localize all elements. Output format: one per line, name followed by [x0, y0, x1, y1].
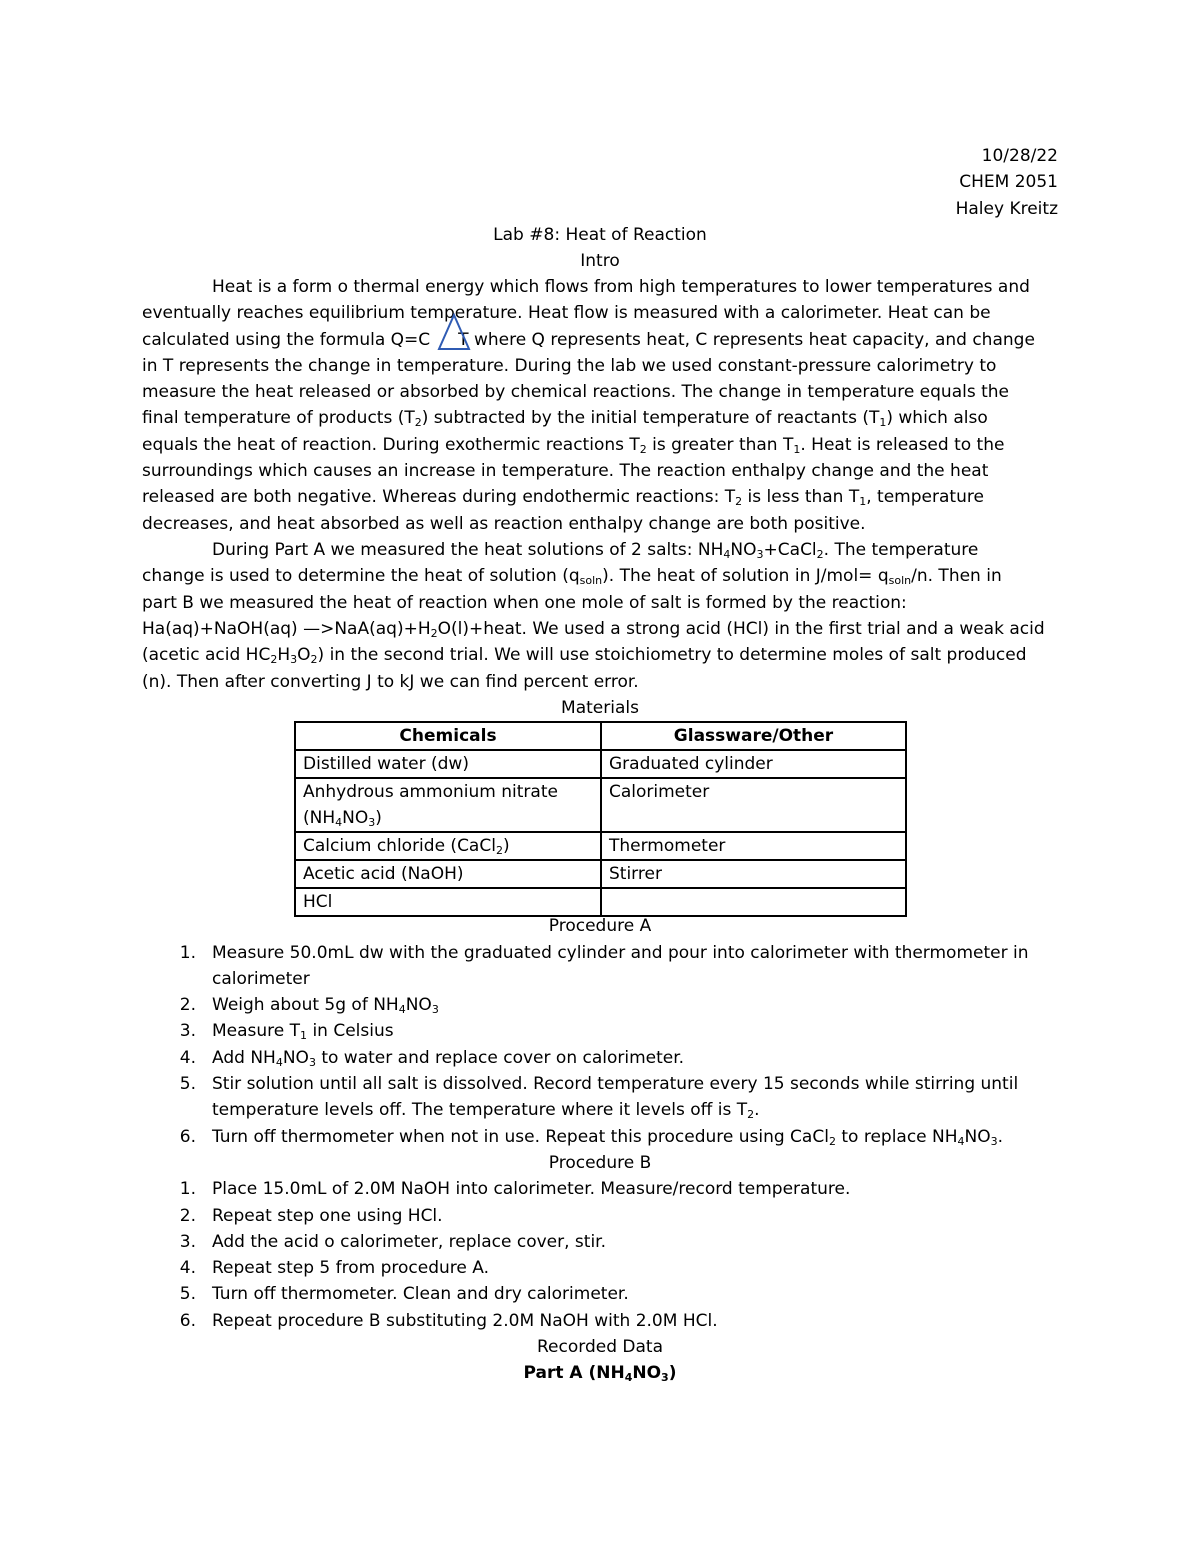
- subscript: 4: [957, 1135, 965, 1148]
- list-item: Repeat procedure B substituting 2.0M NaOH with 2.0M HCl.: [212, 1311, 718, 1331]
- cell-text: Anhydrous ammonium nitrate: [303, 782, 558, 802]
- list-number: 3.: [179, 1021, 196, 1041]
- heading-text: Part A (NH: [523, 1363, 625, 1383]
- delta-icon: [437, 313, 471, 351]
- intro-line: in T represents the change in temperature. During the lab we used constant-pressure calorimetry to: [142, 356, 997, 376]
- subscript: 2: [828, 1135, 836, 1148]
- intro-text: O(l)+heat. We used a strong acid (HCl) in the first trial and a weak acid: [437, 619, 1045, 639]
- table-cell: Thermometer: [601, 832, 906, 860]
- intro-text: ) which also: [886, 408, 988, 428]
- list-item-continued: [212, 1097, 760, 1123]
- item-text: Turn off thermometer when not in use. Repeat this procedure using CaCl: [212, 1127, 829, 1147]
- intro-line: eventually reaches equilibrium temperature. Heat flow is measured with a calorimeter. Heat can be: [142, 303, 991, 323]
- intro-text: . Heat is released to the: [800, 435, 1005, 455]
- list-item: Place 15.0mL of 2.0M NaOH into calorimeter. Measure/record temperature.: [212, 1179, 851, 1199]
- list-item: Measure 50.0mL dw with the graduated cylinder and pour into calorimeter with thermometer in: [212, 943, 1029, 963]
- list-number: 2.: [179, 995, 196, 1015]
- list-number: 1.: [179, 1179, 196, 1199]
- subscript: 1: [793, 443, 801, 456]
- intro-text: Ha(aq)+NaOH(aq) —>NaA(aq)+H: [142, 619, 431, 639]
- intro-text: H: [277, 645, 291, 665]
- subscript: 2: [414, 416, 422, 429]
- subscript: 2: [816, 548, 824, 561]
- intro-line: decreases, and heat absorbed as well as reaction enthalpy change are both positive.: [142, 514, 866, 534]
- subscript: 1: [300, 1029, 308, 1042]
- intro-text: ). The heat of solution in J/mol= q: [602, 566, 889, 586]
- intro-line: measure the heat released or absorbed by chemical reactions. The change in temperature equals the: [142, 382, 1009, 402]
- column-header-chemicals: Chemicals: [295, 722, 601, 750]
- list-item: [212, 1045, 684, 1071]
- subscript: soln: [888, 574, 912, 587]
- subscript: 3: [290, 653, 298, 666]
- column-header-glassware: Glassware/Other: [601, 722, 906, 750]
- author: Haley Kreitz: [955, 199, 1058, 219]
- subscript: 4: [335, 816, 343, 829]
- intro-text: change is used to determine the heat of solution (q: [142, 566, 580, 586]
- intro-text: During Part A we measured the heat solutions of 2 salts: NH: [212, 540, 724, 560]
- list-number: 6.: [179, 1311, 196, 1331]
- subscript: 1: [879, 416, 887, 429]
- list-number: 4.: [179, 1258, 196, 1278]
- intro-text: +CaCl: [763, 540, 817, 560]
- item-text: to replace NH: [835, 1127, 958, 1147]
- intro-line: (n). Then after converting J to kJ we can find percent error.: [142, 672, 639, 692]
- subscript: 3: [990, 1135, 998, 1148]
- intro-text: released are both negative. Whereas during endothermic reactions: T: [142, 487, 736, 507]
- cell-text: Calcium chloride (CaCl: [303, 836, 496, 856]
- intro-line: [142, 642, 1027, 668]
- intro-line: [142, 327, 1035, 353]
- intro-text: T where Q represents heat, C represents heat capacity, and change: [458, 330, 1035, 350]
- subscript: 3: [308, 1056, 316, 1069]
- intro-text: O: [297, 645, 311, 665]
- list-number: 3.: [179, 1232, 196, 1252]
- lab-title: Lab #8: Heat of Reaction: [493, 225, 707, 245]
- subscript: 3: [431, 1003, 439, 1016]
- course: CHEM 2051: [959, 172, 1058, 192]
- item-text: in Celsius: [307, 1021, 394, 1041]
- list-item: Repeat step one using HCl.: [212, 1206, 443, 1226]
- materials-heading: Materials: [561, 698, 639, 718]
- intro-line: [142, 563, 1002, 589]
- list-number: 1.: [179, 943, 196, 963]
- heading-text: NO: [632, 1363, 662, 1383]
- procedure-a-heading: Procedure A: [548, 916, 652, 936]
- recorded-data-heading: Recorded Data: [537, 1337, 663, 1357]
- list-item: [212, 1018, 394, 1044]
- materials-table: [294, 721, 907, 917]
- intro-line: part B we measured the heat of reaction when one mole of salt is formed by the reaction:: [142, 593, 907, 613]
- part-a-heading: [0, 1360, 1200, 1386]
- intro-line: surroundings which causes an increase in temperature. The reaction enthalpy change and the heat: [142, 461, 989, 481]
- subscript: 2: [639, 443, 647, 456]
- list-item: [212, 992, 439, 1018]
- table-cell: [295, 832, 601, 860]
- intro-text: /n. Then in: [911, 566, 1002, 586]
- table-row: [295, 750, 906, 778]
- procedure-b-heading: Procedure B: [548, 1153, 652, 1173]
- table-cell: Graduated cylinder: [601, 750, 906, 778]
- list-item: Turn off thermometer. Clean and dry calorimeter.: [212, 1284, 629, 1304]
- list-item-continued: calorimeter: [212, 969, 310, 989]
- item-text: temperature levels off. The temperature where it levels off is T: [212, 1100, 748, 1120]
- subscript: 4: [398, 1003, 406, 1016]
- intro-line: [212, 537, 978, 563]
- item-text: NO: [282, 1048, 309, 1068]
- intro-text: calculated using the formula Q=C: [142, 330, 431, 350]
- list-number: 5.: [179, 1284, 196, 1304]
- intro-text: ) subtracted by the initial temperature of reactants (T: [421, 408, 880, 428]
- list-item: Stir solution until all salt is dissolved. Record temperature every 15 seconds while stirring until: [212, 1074, 1019, 1094]
- list-item: Repeat step 5 from procedure A.: [212, 1258, 489, 1278]
- list-number: 6.: [179, 1127, 196, 1147]
- intro-line: [142, 616, 1045, 642]
- intro-text: final temperature of products (T: [142, 408, 415, 428]
- list-number: 2.: [179, 1206, 196, 1226]
- subscript: 2: [495, 844, 503, 857]
- subscript: 3: [756, 548, 764, 561]
- table-cell: Distilled water (dw): [295, 750, 601, 778]
- item-text: Add NH: [212, 1048, 276, 1068]
- intro-line: [142, 405, 988, 431]
- subscript: 3: [368, 816, 376, 829]
- subscript: 2: [270, 653, 278, 666]
- table-row: [295, 860, 906, 888]
- item-text: Weigh about 5g of NH: [212, 995, 399, 1015]
- item-text: .: [754, 1100, 760, 1120]
- subscript: 2: [747, 1108, 755, 1121]
- subscript: 1: [859, 495, 867, 508]
- intro-text: is less than T: [742, 487, 860, 507]
- cell-text: (NH: [303, 808, 336, 828]
- cell-text: ): [375, 808, 382, 828]
- table-cell: Acetic acid (NaOH): [295, 860, 601, 888]
- intro-heading: Intro: [580, 251, 620, 271]
- intro-text: . The temperature: [823, 540, 979, 560]
- cell-text: ): [502, 836, 510, 856]
- date: 10/28/22: [981, 146, 1058, 166]
- subscript: 4: [275, 1056, 283, 1069]
- list-item: [212, 1124, 1003, 1150]
- table-row: [295, 778, 906, 832]
- subscript: 4: [723, 548, 731, 561]
- intro-text: (acetic acid HC: [142, 645, 271, 665]
- intro-line: [142, 432, 1004, 458]
- intro-text: is greater than T: [646, 435, 794, 455]
- intro-text: , temperature: [866, 487, 984, 507]
- table-cell: [295, 778, 601, 832]
- table-row: [295, 888, 906, 916]
- subscript: 2: [310, 653, 318, 666]
- item-text: NO: [964, 1127, 991, 1147]
- item-text: NO: [405, 995, 432, 1015]
- subscript: 3: [661, 1371, 669, 1384]
- intro-line: Heat is a form o thermal energy which flows from high temperatures to lower temperatures and: [212, 277, 1030, 297]
- table-cell: [601, 888, 906, 916]
- subscript: soln: [579, 574, 603, 587]
- table-row: [295, 832, 906, 860]
- subscript: 4: [624, 1371, 633, 1384]
- table-cell: HCl: [295, 888, 601, 916]
- item-text: Measure T: [212, 1021, 301, 1041]
- intro-text: ) in the second trial. We will use stoichiometry to determine moles of salt produced: [317, 645, 1027, 665]
- subscript: 2: [735, 495, 743, 508]
- intro-text: NO: [730, 540, 757, 560]
- item-text: to water and replace cover on calorimeter.: [315, 1048, 685, 1068]
- table-cell: Calorimeter: [601, 778, 906, 832]
- list-number: 4.: [179, 1048, 196, 1068]
- list-number: 5.: [179, 1074, 196, 1094]
- heading-text: ): [668, 1363, 677, 1383]
- intro-text: equals the heat of reaction. During exothermic reactions T: [142, 435, 640, 455]
- intro-line: [142, 484, 984, 510]
- table-cell: Stirrer: [601, 860, 906, 888]
- list-item: Add the acid o calorimeter, replace cover, stir.: [212, 1232, 607, 1252]
- cell-text: NO: [342, 808, 369, 828]
- item-text: .: [997, 1127, 1004, 1147]
- table-header-row: [295, 722, 906, 750]
- subscript: 2: [430, 627, 438, 640]
